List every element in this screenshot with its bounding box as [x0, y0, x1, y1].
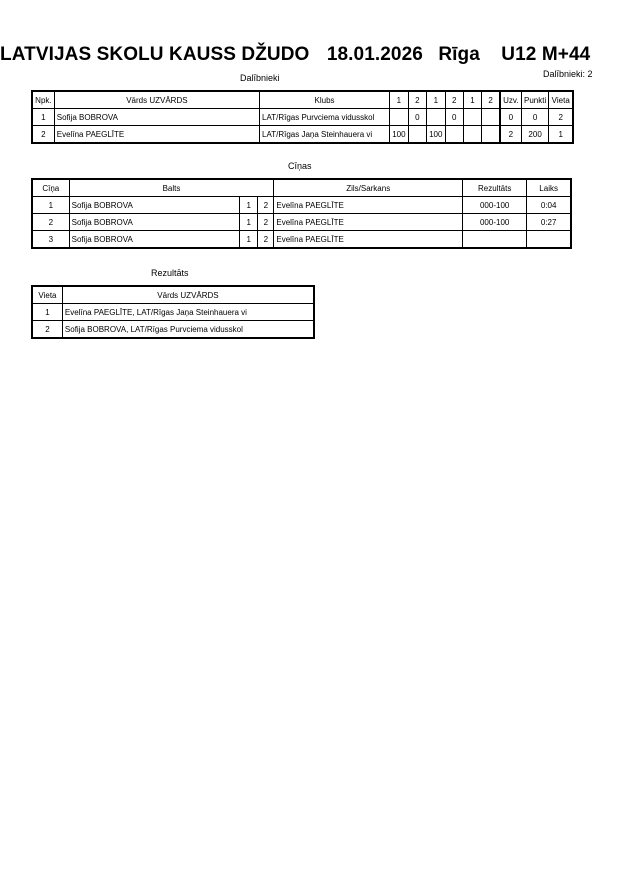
fight-white: Sofija BOBROVA: [69, 214, 240, 231]
row-wins: 2: [500, 126, 521, 144]
fight-b: 2: [258, 231, 274, 249]
row-r3: [426, 109, 445, 126]
fights-table: [31, 178, 572, 249]
participants-count: Dalībnieki: 2: [543, 69, 593, 79]
fight-time: [527, 231, 571, 249]
row-club: LAT/Rīgas Purvciema vidusskol: [260, 109, 390, 126]
results-table: [31, 285, 315, 339]
row-r4: [445, 126, 463, 144]
table-row: [32, 214, 571, 231]
page-title: [0, 44, 630, 66]
col-r1: 1: [390, 91, 409, 109]
row-r6: [482, 109, 500, 126]
result-place: 1: [32, 304, 62, 321]
col-r5: 1: [463, 91, 481, 109]
col-fight: Cīņa: [32, 179, 69, 197]
fight-b: 2: [258, 214, 274, 231]
row-r3: 100: [426, 126, 445, 144]
row-place: 1: [549, 126, 573, 144]
participants-table: [31, 90, 574, 144]
row-r1: 100: [390, 126, 409, 144]
col-place: Vieta: [549, 91, 573, 109]
participants-header-row: [32, 91, 573, 109]
fight-blue: Evelīna PAEGLĪTE: [274, 214, 463, 231]
result-place: 2: [32, 321, 62, 339]
event-category: U12 M+44: [501, 44, 591, 65]
fights-label: Cīņas: [288, 161, 312, 171]
table-row: [32, 109, 573, 126]
fight-result: 000-100: [463, 214, 527, 231]
col-r6: 2: [482, 91, 500, 109]
fight-time: 0:27: [527, 214, 571, 231]
col-npk: Npk.: [32, 91, 54, 109]
row-points: 0: [521, 109, 549, 126]
event-name: LATVIJAS SKOLU KAUSS DŽUDO: [0, 44, 310, 65]
event-city: Rīga: [438, 44, 480, 65]
row-r2: [408, 126, 426, 144]
fight-result: [463, 231, 527, 249]
col-name: Vārds UZVĀRDS: [54, 91, 259, 109]
table-row: [32, 321, 314, 339]
col-r4: 2: [445, 91, 463, 109]
results-header-row: [32, 286, 314, 304]
fight-white: Sofija BOBROVA: [69, 231, 240, 249]
table-row: [32, 126, 573, 144]
fight-white: Sofija BOBROVA: [69, 197, 240, 214]
row-no: 1: [32, 109, 54, 126]
table-row: [32, 231, 571, 249]
row-r1: [390, 109, 409, 126]
results-label: Rezultāts: [151, 268, 189, 278]
row-name: Evelīna PAEGLĪTE: [54, 126, 259, 144]
fight-blue: Evelīna PAEGLĪTE: [274, 231, 463, 249]
fight-result: 000-100: [463, 197, 527, 214]
row-r4: 0: [445, 109, 463, 126]
fight-time: 0:04: [527, 197, 571, 214]
col-result-name: Vārds UZVĀRDS: [62, 286, 314, 304]
fight-a: 1: [240, 214, 258, 231]
col-club: Klubs: [260, 91, 390, 109]
col-blue: Zils/Sarkans: [274, 179, 463, 197]
result-name: Sofija BOBROVA, LAT/Rīgas Purvciema vidusskol: [62, 321, 314, 339]
col-r3: 1: [426, 91, 445, 109]
row-r6: [482, 126, 500, 144]
col-result: Rezultāts: [463, 179, 527, 197]
table-row: [32, 304, 314, 321]
result-name: Evelīna PAEGLĪTE, LAT/Rīgas Jaņa Steinhauera vi: [62, 304, 314, 321]
row-r5: [463, 126, 481, 144]
fights-header-row: [32, 179, 571, 197]
fight-no: 2: [32, 214, 69, 231]
fight-a: 1: [240, 231, 258, 249]
col-wins: Uzv.: [500, 91, 521, 109]
row-name: Sofija BOBROVA: [54, 109, 259, 126]
row-r2: 0: [408, 109, 426, 126]
row-wins: 0: [500, 109, 521, 126]
row-no: 2: [32, 126, 54, 144]
fight-no: 1: [32, 197, 69, 214]
row-points: 200: [521, 126, 549, 144]
table-row: [32, 197, 571, 214]
row-r5: [463, 109, 481, 126]
col-result-place: Vieta: [32, 286, 62, 304]
fight-no: 3: [32, 231, 69, 249]
fight-b: 2: [258, 197, 274, 214]
col-points: Punkti: [521, 91, 549, 109]
row-club: LAT/Rīgas Jaņa Steinhauera vi: [260, 126, 390, 144]
col-white: Balts: [69, 179, 274, 197]
fight-blue: Evelīna PAEGLĪTE: [274, 197, 463, 214]
fight-a: 1: [240, 197, 258, 214]
event-date: 18.01.2026: [326, 44, 423, 65]
row-place: 2: [549, 109, 573, 126]
col-time: Laiks: [527, 179, 571, 197]
participants-label: Dalībnieki: [240, 73, 280, 83]
col-r2: 2: [408, 91, 426, 109]
